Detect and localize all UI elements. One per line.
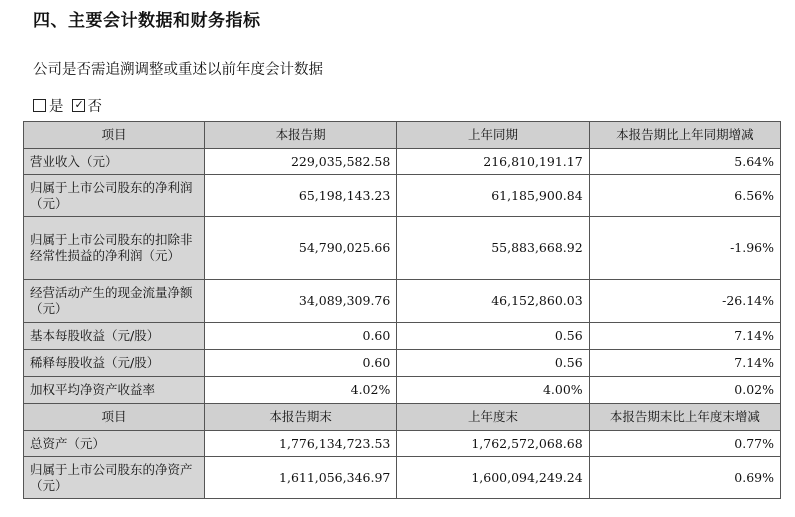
current-value: 4.02% [205,377,397,404]
table-row [24,457,781,499]
check-icon: ✓ [74,98,84,111]
change-value: -1.96% [589,217,780,280]
prior-value: 216,810,191.17 [397,149,589,175]
table-row [24,149,781,175]
restatement-question: 公司是否需追溯调整或重述以前年度会计数据 [33,62,323,78]
prior-value: 55,883,668.92 [397,217,589,280]
current-value: 1,776,134,723.53 [205,431,397,457]
current-value: 1,611,056,346.97 [205,457,397,499]
prior-value: 0.56 [397,323,589,350]
current-value: 0.60 [205,323,397,350]
prior-value: 0.56 [397,350,589,377]
table-row [24,175,781,217]
prior-value: 61,185,900.84 [397,175,589,217]
table-row [24,280,781,323]
prior-value: 1,762,572,068.68 [397,431,589,457]
header-cell: 本报告期末 [205,404,397,431]
table-row [24,323,781,350]
header-cell: 项目 [24,404,205,431]
row-label: 基本每股收益（元/股） [24,323,205,350]
header-cell: 本报告期末比上年度末增减 [589,404,780,431]
header-cell: 项目 [24,122,205,149]
prior-value: 4.00% [397,377,589,404]
prior-value: 46,152,860.03 [397,280,589,323]
current-value: 0.60 [205,350,397,377]
financial-indicators-table [23,121,781,499]
current-value: 54,790,025.66 [205,217,397,280]
change-value: 0.69% [589,457,780,499]
row-label: 总资产（元） [24,431,205,457]
change-value: 0.77% [589,431,780,457]
current-value: 34,089,309.76 [205,280,397,323]
header-cell: 上年度末 [397,404,589,431]
change-value: 6.56% [589,175,780,217]
section-title: 四、主要会计数据和财务指标 [33,11,261,31]
table-header-row [24,122,781,149]
row-label: 归属于上市公司股东的净利润（元） [24,175,205,217]
no-label: 否 [87,99,102,115]
prior-value: 1,600,094,249.24 [397,457,589,499]
yes-checkbox[interactable] [33,99,46,112]
restatement-choice [33,95,102,116]
change-value: 7.14% [589,350,780,377]
no-checkbox[interactable] [72,99,85,112]
header-cell: 本报告期比上年同期增减 [589,122,780,149]
table-header-row [24,404,781,431]
change-value: -26.14% [589,280,780,323]
table-row [24,350,781,377]
change-value: 7.14% [589,323,780,350]
row-label: 归属于上市公司股东的扣除非经常性损益的净利润（元） [24,217,205,280]
header-cell: 本报告期 [205,122,397,149]
row-label: 加权平均净资产收益率 [24,377,205,404]
change-value: 0.02% [589,377,780,404]
yes-label: 是 [49,99,64,115]
row-label: 稀释每股收益（元/股） [24,350,205,377]
row-label: 经营活动产生的现金流量净额（元） [24,280,205,323]
table-row [24,431,781,457]
table-row [24,217,781,280]
header-cell: 上年同期 [397,122,589,149]
row-label: 营业收入（元） [24,149,205,175]
row-label: 归属于上市公司股东的净资产（元） [24,457,205,499]
table-row [24,377,781,404]
current-value: 65,198,143.23 [205,175,397,217]
change-value: 5.64% [589,149,780,175]
current-value: 229,035,582.58 [205,149,397,175]
